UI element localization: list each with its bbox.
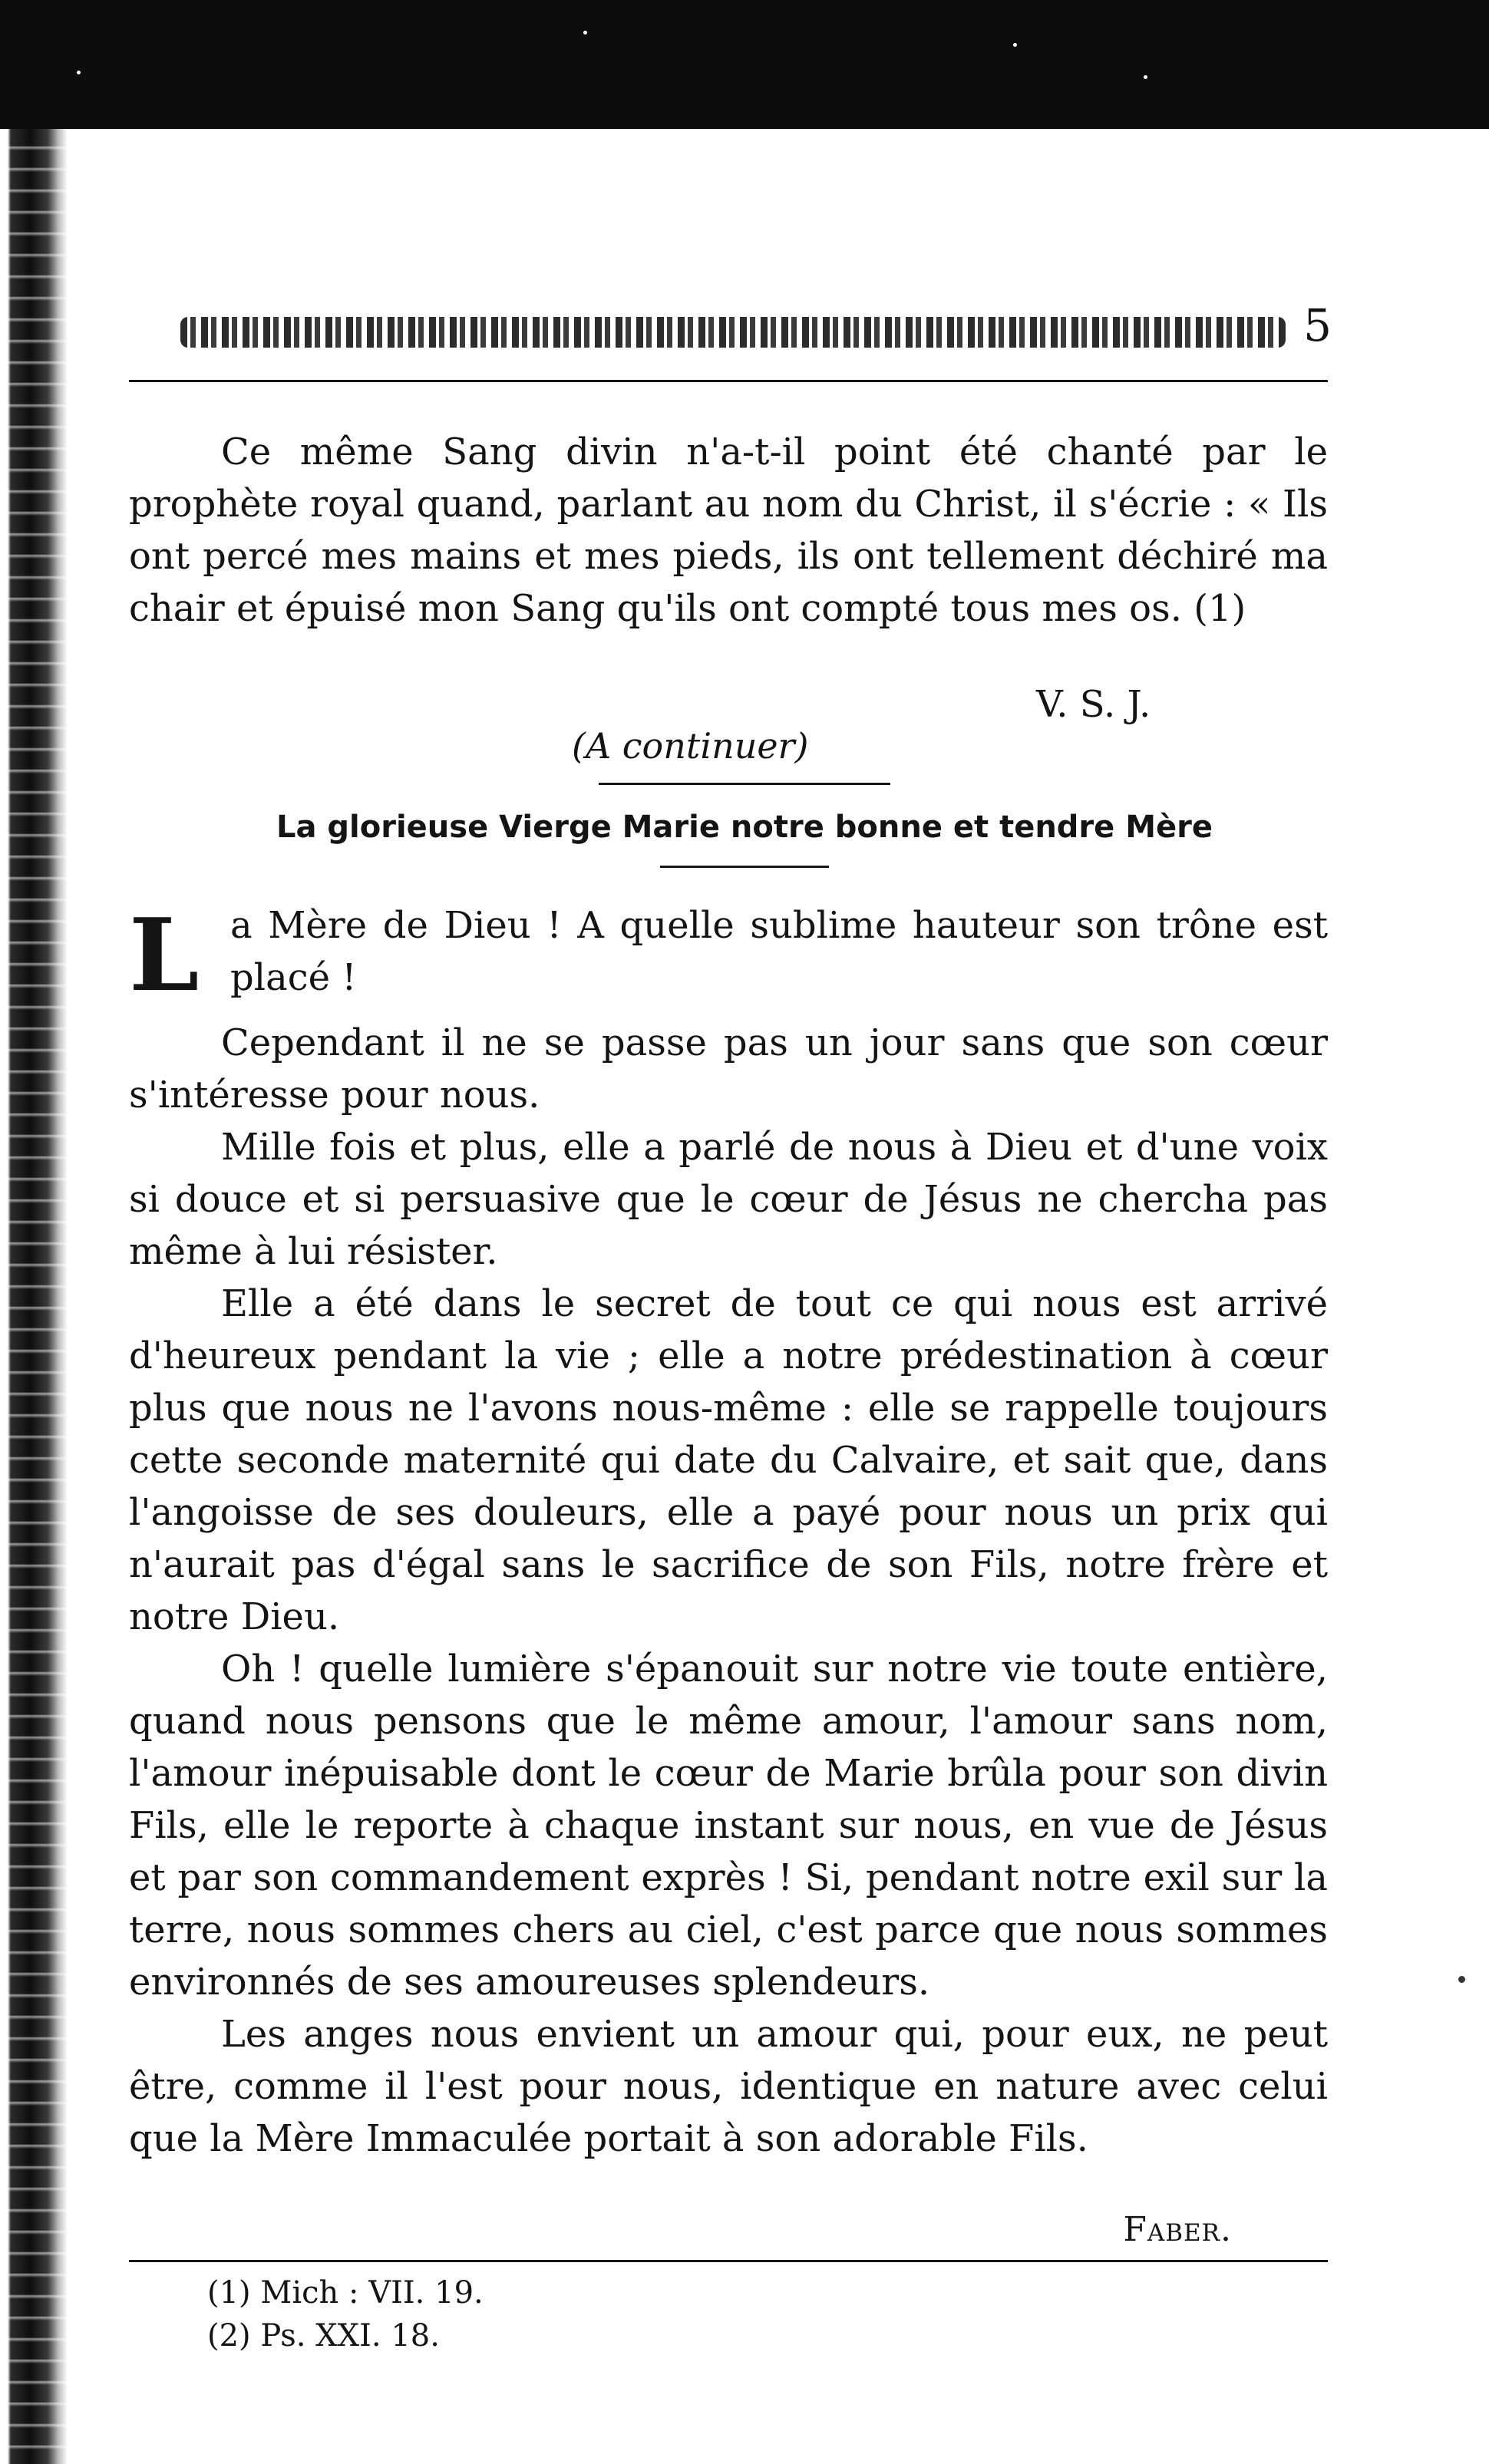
paragraph: Oh ! quelle lumière s'épanouit sur notre vie toute entière, quand nous pensons que le même amour, l'amour sans nom, l'amour inépuisable dont le cœur de Marie brûla pour son divin Fils, elle le reporte à chaque instant sur nous, en vue de Jésus et par son commandement exprès ! Si, pendant notre exil sur la terre, nous sommes chers au ciel, c'est parce que nous sommes environnés de ses amoureuses splendeurs. (129, 1648, 1328, 2004)
scan-speck (1144, 75, 1147, 79)
paragraph: Mille fois et plus, elle a parlé de nous à Dieu et d'une voix si douce et si persuasive que le cœur de Jésus ne chercha pas même à lui résister. (129, 1126, 1328, 1273)
scan-speck (1013, 43, 1017, 47)
paragraph: Les anges nous envient un amour qui, pour eux, ne peut être, comme il l'est pour nous, identique en nature avec celui que la Mère Immaculée portait à son adorable Fils. (129, 2013, 1328, 2160)
signature-bottom: Faber. (1123, 2210, 1232, 2249)
page-header (138, 295, 1332, 380)
signature-top: V. S. J. (1036, 683, 1151, 726)
header-rule (129, 380, 1328, 382)
scan-speck (583, 31, 587, 35)
body-text (129, 1017, 1328, 2165)
first-paragraph (230, 899, 1328, 1004)
top-paragraph (129, 426, 1328, 635)
decorative-header-ornament (180, 317, 1286, 348)
footnotes (207, 2271, 484, 2357)
paragraph: a Mère de Dieu ! A quelle sublime hauteur son trône est placé ! (230, 904, 1328, 999)
section-rule-bottom (660, 866, 829, 868)
drop-cap-letter: L (129, 896, 200, 1014)
scan-speck (77, 71, 81, 74)
footnote: (2) Ps. XXI. 18. (207, 2318, 440, 2353)
page-number: 5 (1303, 299, 1332, 351)
paragraph: Elle a été dans le secret de tout ce qui nous est arrivé d'heureux pendant la vie ; elle a notre prédestination à cœur plus que nous ne l'avons nous-même : elle se rappelle toujours cette seconde maternité qui date du Calvaire, et sait que, dans l'angoisse de ses douleurs, elle a payé pour nous un prix qui n'aurait pas d'égal sans le sacrifice de son Fils, notre frère et notre Dieu. (129, 1282, 1328, 1638)
footnote: (1) Mich : VII. 19. (207, 2275, 484, 2311)
continuation-note: (A continuer) (572, 725, 809, 767)
footnote-rule (129, 2260, 1328, 2262)
scan-left-edge (0, 129, 68, 2464)
paragraph: Cependant il ne se passe pas un jour sans que son cœur s'intéresse pour nous. (129, 1021, 1328, 1117)
scan-speck (1458, 1976, 1465, 1983)
section-rule-top (599, 783, 890, 785)
paragraph: Ce même Sang divin n'a-t-il point été chanté par le prophète royal quand, parlant au nom du Christ, il s'écrie : « Ils ont percé mes mains et mes pieds, ils ont tellement déchiré ma chair et épuisé mon Sang qu'ils ont compté tous mes os. (1) (129, 430, 1328, 630)
scan-top-border (0, 0, 1489, 129)
section-title: La glorieuse Vierge Marie notre bonne et tendre Mère (276, 810, 1213, 845)
